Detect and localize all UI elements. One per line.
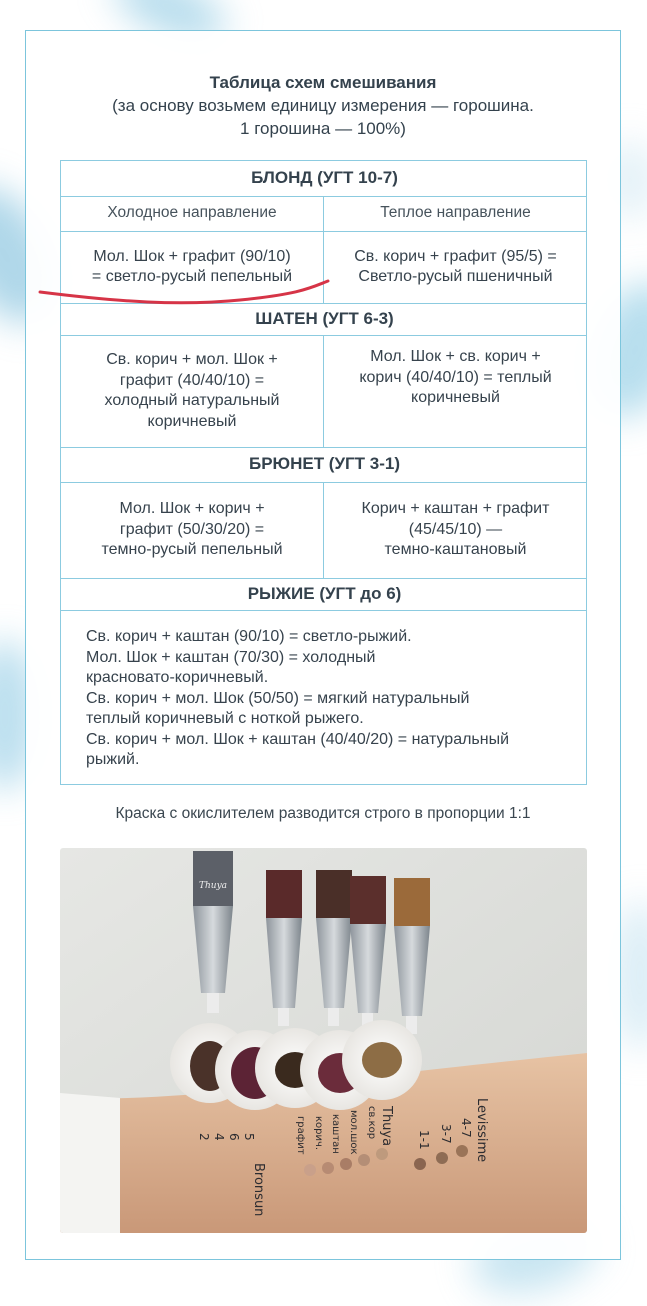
arm-number: 6 — [227, 1133, 241, 1141]
recipe-line: графит (50/30/20) = — [119, 520, 265, 538]
recipe-line: Св. корич + мол. Шок + — [106, 351, 278, 368]
recipe-line: = светло-русый пепельный — [91, 268, 293, 285]
arm-number: 4 — [212, 1133, 226, 1141]
arm-label: св.кор — [366, 1106, 377, 1140]
recipe-line: Светло-русый пшеничный — [358, 268, 553, 285]
recipe-line: Мол. Шок + корич + — [119, 500, 265, 518]
cotton-pad — [342, 1020, 422, 1100]
section-heading-blond: БЛОНД (УГТ 10-7) — [251, 168, 398, 188]
blond-cold-recipe — [61, 231, 323, 303]
recipe-line: красновато-коричневый. — [86, 669, 269, 686]
section-heading-brunette: БРЮНЕТ (УГТ 3-1) — [248, 454, 401, 474]
recipe-line: Мол. Шок + графит (90/10) — [93, 247, 291, 265]
column-heading-cold: Холодное направление — [107, 204, 277, 222]
brown-cold-recipe — [61, 335, 323, 447]
product-photo — [60, 848, 587, 1233]
page-title: Таблица схем смешивания — [209, 73, 437, 92]
arm-label: 1-1 — [417, 1130, 431, 1150]
section-heading-red: РЫЖИЕ (УГТ до 6) — [247, 583, 402, 603]
arm-label-bronsun: Bronsun — [251, 1163, 266, 1217]
recipe-line: теплый коричневый с ноткой рыжего. — [86, 710, 364, 727]
arm-label: корич. — [313, 1116, 324, 1151]
recipe-line: Мол. Шок + св. корич + — [370, 348, 541, 365]
table-divider — [61, 610, 586, 611]
tube-brand-label: Thuya — [198, 881, 228, 891]
recipe-line: Корич + каштан + графит — [361, 500, 550, 518]
recipe-line: корич (40/40/10) = теплый — [359, 368, 552, 386]
column-heading-warm: Теплое направление — [380, 204, 531, 222]
red-recipes — [86, 627, 566, 771]
recipe-line: коричневый — [411, 389, 500, 406]
section-heading-brown: ШАТЕН (УГТ 6-3) — [255, 308, 394, 328]
proportion-note: Краска с окислителем разводится строго в пропорции 1:1 — [115, 805, 531, 822]
recipe-line: Св. корич + графит (95/5) = — [354, 247, 557, 265]
recipe-line: Мол. Шок + каштан (70/30) = холодный — [86, 648, 376, 666]
brown-warm-recipe — [323, 335, 588, 447]
arm-label: каштан — [330, 1114, 341, 1154]
recipe-line: Св. корич + мол. Шок + каштан (40/40/20) = натуральный — [86, 730, 510, 748]
mixing-table — [60, 160, 587, 785]
recipe-line: Св. корич + мол. Шок (50/50) = мягкий натуральный — [86, 689, 470, 707]
arm-label-levissime: Levissime — [474, 1098, 489, 1163]
arm-label: мол.шок — [348, 1110, 359, 1155]
blond-warm-recipe — [323, 231, 588, 303]
recipe-line: рыжий. — [86, 751, 140, 768]
recipe-line: (45/45/10) — — [408, 520, 503, 538]
arm-number: 5 — [242, 1133, 256, 1141]
recipe-line: темно-каштановый — [384, 541, 527, 559]
recipe-line: графит (40/40/10) = — [119, 371, 265, 389]
brunette-warm-recipe — [323, 482, 588, 578]
recipe-line: коричневый — [147, 412, 237, 430]
page-subtitle-line1: (за основу возьмем единицу измерения — горошина. — [112, 96, 534, 115]
page-subtitle-line2: 1 горошина — 100%) — [240, 119, 406, 138]
brunette-cold-recipe — [61, 482, 323, 578]
arm-label: 4-7 — [459, 1118, 473, 1138]
sleeve — [60, 1093, 120, 1233]
recipe-line: темно-русый пепельный — [101, 541, 283, 559]
arm-label: графит — [295, 1116, 306, 1155]
arm-number: 2 — [197, 1133, 211, 1141]
arm-label-thuya: Thuya — [379, 1106, 394, 1147]
recipe-line: Св. корич + каштан (90/10) = светло-рыжий. — [86, 628, 412, 645]
recipe-line: холодный натуральный — [104, 392, 280, 409]
arm-label: 3-7 — [439, 1124, 453, 1144]
